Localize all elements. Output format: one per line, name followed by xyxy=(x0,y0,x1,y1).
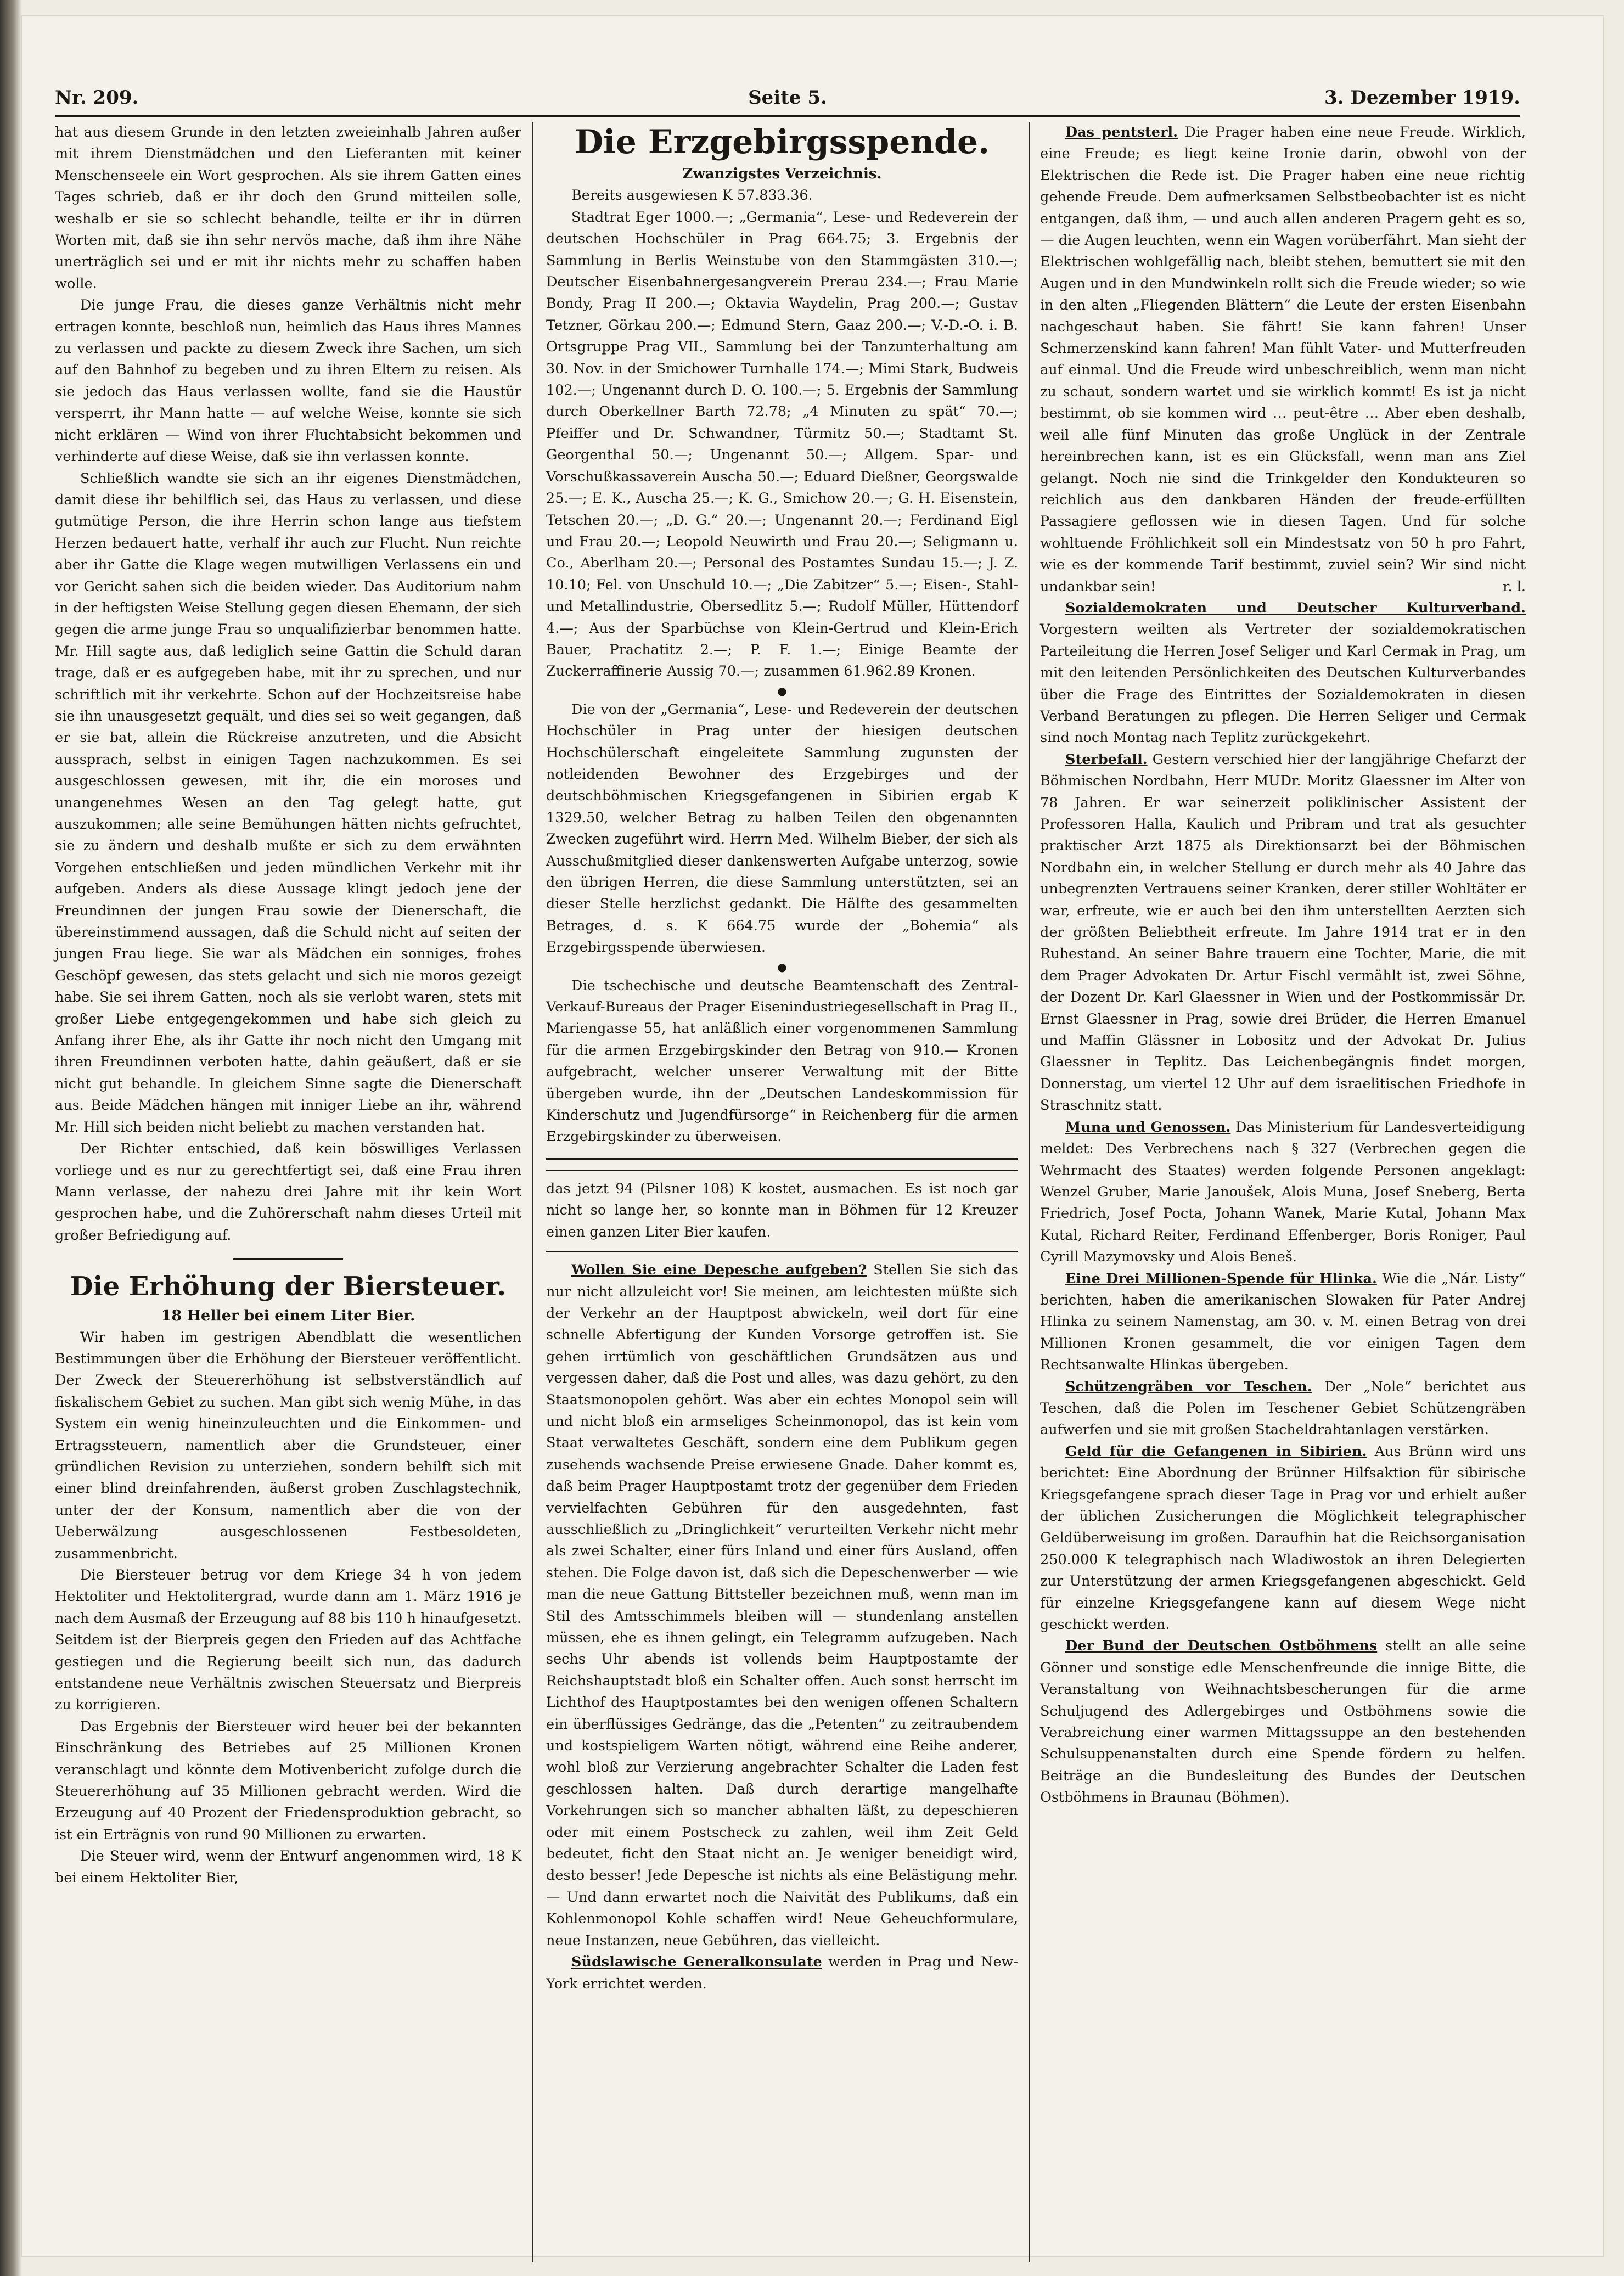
section-rule xyxy=(546,1170,1018,1171)
news-item-title: Südslawische Generalkonsulate xyxy=(571,1954,822,1971)
column-divider-1 xyxy=(532,122,533,2262)
news-item-title: Sozialdemokraten und Deutscher Kulturverband. xyxy=(1065,599,1526,616)
news-item-title: Wollen Sie eine Depesche aufgeben? xyxy=(571,1262,867,1279)
article-para: Die Steuer wird, wenn der Entwurf angenommen wird, 18 K bei einem Hektoliter Bier, xyxy=(55,1848,521,1886)
donation-total-intro: Bereits ausgewiesen K 57.833.36. xyxy=(571,187,813,204)
article-para: Das Ergebnis der Biersteuer wird heuer bei der bekannten Einschränkung des Betriebes auf 25 Millionen Kronen veranschlagt und könnte dem Motivenbericht zufolge durch die Steuererhöhung auf 35 Millionen gebracht werden. Wird die Erzeugung auf 40 Prozent der Friedensproduktion gebracht, so ist ein Erträgnis von rund 90 Millionen zu erwarten. xyxy=(55,1718,521,1843)
article-separator xyxy=(233,1258,343,1260)
article-continuation-para: das jetzt 94 (Pilsner 108) K kostet, ausmachen. Es ist noch gar nicht so lange her, so konnte man in Böhmen für 12 Kreuzer einen ganzen Liter Bier kaufen. xyxy=(546,1180,1018,1240)
separator-dot: ● xyxy=(777,960,787,974)
donation-list: Stadtrat Eger 1000.—; „Germania“, Lese- und Redeverein der deutschen Hochschüler in Prag 664.75; 3. Ergebnis der Sammlung in Berlis Weinstube von den Stammgästen 310.—; Deutscher Eisenbahnergesangverein Prerau 234.—; Frau Marie Bondy, Prag II 200.—; Oktavia Waydelin, Prag 200.—; Gustav Tetzner, Görkau 200.—; Edmund Stern, Gaaz 200.—; V.-D.-O. i. B. Ortsgruppe Prag VII., Sammlung bei der Tanzunterhaltung am 30. Nov. in der Smichower Turnhalle 174.—; Mimi Stark, Budweis 102.—; Ungenannt durch D. O. 100.—; 5. Ergebnis der Sammlung durch Oberkellner Barth 72.78; „4 Minuten zu spät“ 70.—; Pfeiffer und Dr. Schwandner, Türmitz 50.—; Stadtamt St. Georgenthal 50.—; Ungenannt 50.—; Allgem. Spar- und Vorschußkassaverein Auscha 50.—; Eduard Dießner, Georgswalde 25.—; E. K., Auscha 25.—; K. G., Smichow 20.—; G. H. Eisenstein, Tetschen 20.—; „D. G.“ 20.—; Ungenannt 20.—; Ferdinand Eigl und Frau 20.—; Leopold Neuwirth und Frau 20.—; Seligmann u. Co., Aberlham 20.—; Personal des Postamtes Sundau 15.—; J. Z. 10.10; Fel. von Unschuld 10.—; „Die Zabitzer“ 5.—; Eisen-, Stahl- und Metallindustrie, Obersedlitz 5.—; Rudolf Müller, Hüttendorf 4.—; Aus der Sparbüchse von Klein-Gertrud und Klein-Erich Bauer, Prachatitz 2.—; P. F. 1.—; Einige Beamte der Zuckerraffinerie Aussig 70.—; zusammen 61.962.89 Kronen. xyxy=(546,209,1018,680)
column-divider-2 xyxy=(1029,122,1030,2262)
news-item-text: Aus Brünn wird uns berichtet: Eine Abordnung der Brünner Hilfsaktion für sibirische Kriegsgefangene sprach dieser Tage in Prag vor und erhielt außer der üblichen Zusicherungen die Möglichkeit telegraphischer Geldüberweisung im großen. Daraufhin hat die Reichsorganisation 250.000 K telegraphisch nach Wladiwostok an ihren Delegierten zur Unterstützung der armen Kriegsgefangenen abgeschickt. Geld für einzelne Kriegsgefangene kann auf diesem Wege nicht geschickt werden. xyxy=(1040,1443,1526,1633)
article-para: Der Richter entschied, daß kein böswilliges Verlassen vorliege und es nur zu gerechtfertigt sei, daß eine Frau ihren Mann verlasse, der nahezu drei Jahre mit ihr kein Wort gesprochen habe, und die Zuhörerschaft nahm dieses Urteil mit großer Befriedigung auf. xyxy=(55,1140,521,1244)
author-signature: r. l. xyxy=(1503,578,1526,595)
page-edge-shadow xyxy=(0,0,22,2276)
column-1 xyxy=(55,122,521,1889)
news-item-text: Stellen Sie sich das nur nicht allzuleicht vor! Sie meinen, am leichtesten müßte sich der Verkehr an der Hauptpost abwickeln, weil dort für eine schnelle Abfertigung der Kunden Vorsorge getroffen ist. Sie gehen irrtümlich von geschäftlichen Grundsätzen aus und vergessen daher, daß die Post und alles, was dazu gehört, zu den Staatsmonopolen gehört. Was aber ein echtes Monopol sein will und nicht bloß ein armseliges Scheinmonopol, das ist kein vom Staat verwaltetes Geschäft, sondern eine dem Publikum gegen zusehends wachsende Preise erwiesene Gnade. Daher kommt es, daß beim Prager Hauptpostamt trotz der gegenüber dem Frieden vervielfachten Gebühren für den ausgedehnten, fast ausschließlich zu „Dringlichkeit“ verurteilten Verkehr nicht mehr als zwei Schalter, einer fürs Inland und einer fürs Ausland, offen stehen. Die Folge davon ist, daß sich die Depeschenwerber — wie man die neue Gattung Bittsteller bezeichnen muß, wenn man im Stil des Amtsschimmels bleiben will — stundenlang anstellen müssen, ehe es ihnen gelingt, ein Telegramm aufzugeben. Nach sechs Uhr abends ist vollends beim Hauptpostamte der Reichshauptstadt bloß ein Schalter offen. Auch sonst herrscht im Lichthof des Hauptpostamtes bei den wenigen offenen Schaltern ein überflüssiges Gedränge, das die „Petenten“ zu zeitraubendem und kostspieligem Warten nötigt, während eine Reihe anderer, wohl bloß zur Verzierung angebrachter Schalter die Laden fest geschlossen halten. Daß durch derartige mangelhafte Vorkehrungen sich so mancher abhalten läßt, zu depeschieren oder mit einem Postscheck zu zahlen, weil ihm Zeit Geld bedeutet, ficht den Staat nicht an. Je weniger beneidigt wird, desto besser! Jede Depesche ist nichts als eine Belästigung mehr. — Und dann erwartet noch die Naivität des Publikums, daß ein Kohlenmonopol Kohle schaffen wird! Neue Geheuchformulare, neue Instanzen, neue Gebühren, das vielleicht. xyxy=(546,1262,1019,1949)
article-para: Die junge Frau, die dieses ganze Verhältnis nicht mehr ertragen konnte, beschloß nun, heimlich das Haus ihres Mannes zu verlassen und packte zu diesem Zweck ihre Sachen, um sich auf den Bahnhof zu begeben und zu ihren Eltern zu reisen. Als sie jedoch das Haus verlassen wollte, fand sie die Haustür versperrt, ihr Mann hatte — auf welche Weise, konnte sie sich nicht erklären — Wind von ihrer Fluchtabsicht bekommen und verhinderte auf diese Weise, daß sie ihn verlassen konnte. xyxy=(55,297,521,465)
page-number: Seite 5. xyxy=(748,87,827,109)
article-continuation-para: hat aus diesem Grunde in den letzten zweieinhalb Jahren außer mit ihrem Dienstmädchen und den Lieferanten mit keiner Menschenseele ein Wort gesprochen. Als sie ihrem Gatten eines Tages schrieb, daß er ihr doch den Grund mitteilen solle, weshalb er sie so schlecht behandle, teilte er ihr in dürren Worten mit, daß sie ihn sehr nervös mache, daß ihm ihre Nähe unerträglich sei und er mit ihr nichts mehr zu schaffen haben wolle. xyxy=(55,124,521,292)
news-item-text: Gestern verschied hier der langjährige Chefarzt der Böhmischen Nordbahn, Herr MUDr. Moritz Glaessner im Alter von 78 Jahren. Er war seinerzeit poliklinischer Assistent der Professoren Halla, Kaulich und Pribram und trat als gesuchter praktischer Arzt 1875 als Direktionsarzt bei der Böhmischen Nordbahn ein, in welcher Stellung er durch mehr als 40 Jahre das unbegrenzten Vertrauens seiner Kranken, derer stiller Wohltäter er war, erfreute, wie er auch bei den ihm unterstellten Aerzten sich der größten Beliebtheit erfreute. Im Jahre 1914 trat er in den Ruhestand. An seiner Bahre trauern eine Tochter, Marie, die mit dem Prager Advokaten Dr. Artur Fischl vermählt ist, zwei Söhne, der Dozent Dr. Karl Glaessner in Wien und der Postkommissär Dr. Ernst Glaessner in Prag, sowie drei Brüder, die Herren Emanuel und Maffin Glässner in Lobositz und der Advokat Dr. Julius Glaessner in Teplitz. Das Leichenbegängnis findet morgen, Donnerstag, um viertel 12 Uhr auf dem israelitischen Friedhofe in Straschnitz statt. xyxy=(1040,751,1526,1114)
news-item-text: Wie die „Nár. Listy“ berichten, haben die amerikanischen Slowaken für Pater Andrej Hlinka zu seinem Namenstag, am 30. v. M. einen Betrag von drei Millionen Kronen gesammelt, die vor einigen Tagen dem Rechtsanwalte Hlinkas übergeben. xyxy=(1040,1270,1526,1374)
issue-date: 3. Dezember 1919. xyxy=(1324,87,1520,109)
article-para: Schließlich wandte sie sich an ihr eigenes Dienstmädchen, damit diese ihr behilflich sei, das Haus zu verlassen, und diese gutmütige Person, die ihre Herrin schon lange aus tiefstem Herzen bedauert hatte, verhalf ihr auch zur Flucht. Nun reichte aber ihr Gatte die Klage wegen mutwilligen Verlassens ein und vor Gericht sahen sich die beiden wieder. Das Auditorium nahm in der heftigsten Weise Stellung gegen diesen Ehemann, der sich gegen die arme junge Frau so unqualifizierbar benommen hatte. Mr. Hill sagte aus, daß lediglich seine Gattin die Schuld daran trage, daß er es aufgegeben habe, mit ihr zu sprechen, und nur schriftlich mit ihr verkehrte. Schon auf der Hochzeitsreise habe sie ihn unausgesetzt gequält, und dies sei so weit gegangen, daß er sie bat, allein die Rückreise anzutreten, und die Absicht aussprach, selbst in einigen Tagen nachzukommen. Es sei ausgeschlossen gewesen, mit ihr, die ein moroses und unangenehmes Wesen an den Tag gelegt hatte, gut auszukommen; alle seine Bemühungen hätten nichts gefruchtet, sie zu ändern und deshalb mußte er sich zu dem erwähnten Vorgehen entschließen und jeden mündlichen Verkehr mit ihr aufgeben. Anders als diese Aussage klingt jedoch jene der Freundinnen der jungen Frau sowie der Dienerschaft, die übereinstimmend aussagen, daß die Schuld nicht auf seiten der jungen Frau liege. Sie war als Mädchen ein sonniges, frohes Geschöpf gewesen, das stets gelacht und sich nie moros gezeigt habe. Sie sei ihrem Gatten, noch als sie verlobt waren, stets mit großer Liebe entgegengekommen und habe sich gleich zu Anfang ihrer Ehe, als ihr Gatte ihr noch nicht den Umgang mit ihren Freundinnen verboten hatte, dahin geäußert, daß er sie nicht gut behandle. In gleichem Sinne sagte die Dienerschaft aus. Beide Mädchen hängen mit inniger Liebe an ihr, während Mr. Hill sich beiden nicht beliebt zu machen verstanden hat. xyxy=(55,470,521,1136)
column-3 xyxy=(1040,122,1526,1809)
article-subtitle-biersteuer: 18 Heller bei einem Liter Bier. xyxy=(161,1307,415,1325)
news-item-title: Schützengräben vor Teschen. xyxy=(1065,1378,1312,1395)
news-item-text: Die Prager haben eine neue Freude. Wirklich, eine Freude; es liegt keine Ironie darin, obwohl von der Elektrischen die Rede ist. Die Prager haben eine neue richtig gehende Freude. Dem aufmerksamen Selbstbeobachter ist es nicht entgangen, daß ihm, — und auch allen anderen Pragern geht es so, — die Augen leuchten, wenn ein Wagen vorüberfährt. Man sieht der Elektrischen wohlgefällig nach, bleibt stehen, bemuttert sie mit den Augen und in den Mundwinkeln rollt sich die Freude wieder; so wie in den alten „Fliegenden Blättern“ die Leute der ersten Eisenbahn nachgeschaut haben. Sie fährt! Sie kann fahren! Unser Schmerzenskind kann fahren! Man fühlt Vater- und Mutterfreuden auf einmal. Und die Freude wird unbeschreiblich, wenn man nicht zu schaut, sondern wartet und sie wirklich kommt! Es ist ja nicht bestimmt, ob sie kommen wird … peut-être … Aber eben deshalb, weil alle fünf Minuten das große Unglück in der Zentrale hereinbrechen kann, ist es ein Glücksfall, wenn man ans Ziel gelangt. Noch nie sind die Trinkgelder den Kondukteuren so reichlich aus den dankbaren Händen der freude-erfüllten Passagiere geflossen wie in diesen Tagen. Und für solche wohltuende Fröhlichkeit soll ein Mindestsatz von 50 h pro Fahrt, wie es der kommende Tarif bestimmt, zuviel sein? Wir sind nicht undankbar sein! xyxy=(1040,124,1526,595)
news-item-text: stellt an alle seine Gönner und sonstige edle Menschenfreunde die innige Bitte, die Veranstaltung von Weihnachtsbescherungen für die arme Schuljugend des Adlergebirges und Ostböhmens sowie die Verabreichung einer warmen Mittagssuppe an den bestehenden Schulsuppenanstalten durch eine Spende fördern zu helfen. Beiträge an die Bundesleitung des Bundes der Deutschen Ostböhmens in Braunau (Böhmen). xyxy=(1040,1638,1526,1806)
article-title-biersteuer: Die Erhöhung der Biersteuer. xyxy=(70,1271,507,1302)
news-item-title: Eine Drei Millionen-Spende für Hlinka. xyxy=(1065,1270,1377,1287)
separator-dot: ● xyxy=(777,684,787,698)
issue-number: Nr. 209. xyxy=(55,87,139,109)
section-rule xyxy=(546,1158,1018,1160)
article-para: Wir haben im gestrigen Abendblatt die wesentlichen Bestimmungen über die Erhöhung der Biersteuer veröffentlicht. Der Zweck der Steuererhöhung ist selbstverständlich auf fiskalischem Gebiet zu suchen. Man gibt sich wenig Mühe, in das System ein wenig hineinzuleuchten und die Einkommen- und Ertragssteuern, namentlich aber die Grundsteuer, einer gründlichen Revision zu unterziehen, sondern behilft sich mit einer blind dreinfahrenden, äußerst groben Zuschlagstechnik, unter der der Konsum, namentlich aber die von der Ueberwälzung ausgeschlossenen Festbesoldeten, zusammenbricht. xyxy=(55,1329,521,1562)
news-item-text: Der „Nole“ berichtet aus Teschen, daß die Polen im Teschener Gebiet Schützengräben aufwerfen und sie mit großen Stacheldrahtanlagen verstärken. xyxy=(1040,1378,1526,1438)
running-head xyxy=(55,82,1520,117)
news-item-title: Das pentsterl. xyxy=(1065,124,1178,141)
article-subtitle-verzeichnis: Zwanzigstes Verzeichnis. xyxy=(682,166,882,182)
news-item-text: Das Ministerium für Landesverteidigung meldet: Des Verbrechens nach § 327 (Verbrechen gegen die Wehrmacht des Staates) werden folgende Personen angeklagt: Wenzel Gruber, Marie Janoušek, Alois Muna, Josef Sneberg, Berta Friedrich, Josef Pocta, Johann Wanek, Marie Kutal, Johann Max Kutal, Richard Reiter, Ferdinand Effenberger, Boris Roniger, Paul Cyrill Mazymovsky und Alois Beneš. xyxy=(1040,1119,1526,1266)
news-item-title: Muna und Genossen. xyxy=(1065,1119,1231,1136)
news-item-text: werden in Prag und New-York errichtet werden. xyxy=(546,1954,1018,1992)
news-item-title: Geld für die Gefangenen in Sibirien. xyxy=(1065,1443,1367,1460)
article-title-erzgebirgsspende: Die Erzgebirgsspende. xyxy=(574,123,990,161)
news-item-title: Der Bund der Deutschen Ostböhmens xyxy=(1065,1638,1378,1655)
news-item-title: Sterbefall. xyxy=(1065,751,1148,768)
article-para: Die von der „Germania“, Lese- und Redeverein der deutschen Hochschüler in Prag unter der hiesigen deutschen Hochschülerschaft eingeleitete Sammlung zugunsten der notleidenden Bewohner des Erzgebirges und der deutschböhmischen Kriegsgefangenen in Sibirien ergab K 1329.50, welcher Betrag zu halben Teilen den obgenannten Zwecken zugeführt wird. Herrn Med. Wilhelm Bieber, der sich als Ausschußmitglied dieser dankenswerten Aufgabe unterzog, sowie den übrigen Herren, die diese Sammlung unterstützten, sei an dieser Stelle herzlichst gedankt. Die Hälfte des gesammelten Betrages, d. s. K 664.75 wurde der „Bohemia“ als Erzgebirgsspende überwiesen. xyxy=(546,701,1018,956)
article-para: Die Biersteuer betrug vor dem Kriege 34 h von jedem Hektoliter und Hektolitergrad, wurde dann am 1. März 1916 je nach dem Ausmaß der Erzeugung auf 88 bis 110 h hinaufgesetzt. Seitdem ist der Bierpreis gegen den Frieden auf das Achtfache gestiegen und die Regierung beeilt sich nun, das dadurch entstandene neue Verhältnis zwischen Steuersatz und Bierpreis zu korrigieren. xyxy=(55,1567,521,1713)
section-rule xyxy=(546,1251,1018,1252)
column-2 xyxy=(546,122,1018,1995)
news-item-text: Vorgestern weilten als Vertreter der sozialdemokratischen Parteileitung die Herren Josef Seliger und Karl Cermak in Prag, um mit den leitenden Persönlichkeiten des Deutschen Kulturverbandes über die Frage des Eintrittes der Sozialdemokraten in diesen Verband Beratungen zu pflegen. Die Herren Seliger und Cermak sind noch Montag nach Teplitz zurückgekehrt. xyxy=(1040,621,1526,746)
article-para: Die tschechische und deutsche Beamtenschaft des Zentral-Verkauf-Bureaus der Prager Eisenindustriegesellschaft in Prag II., Mariengasse 55, hat anläßlich einer vorgenommenen Sammlung für die armen Erzgebirgskinder den Betrag von 910.— Kronen aufgebracht, welcher unserer Verwaltung mit der Bitte übergeben wurde, ihn der „Deutschen Landeskommission für Kinderschutz und Jugendfürsorge“ in Reichenberg für die armen Erzgebirgskinder zu überweisen. xyxy=(546,977,1018,1145)
